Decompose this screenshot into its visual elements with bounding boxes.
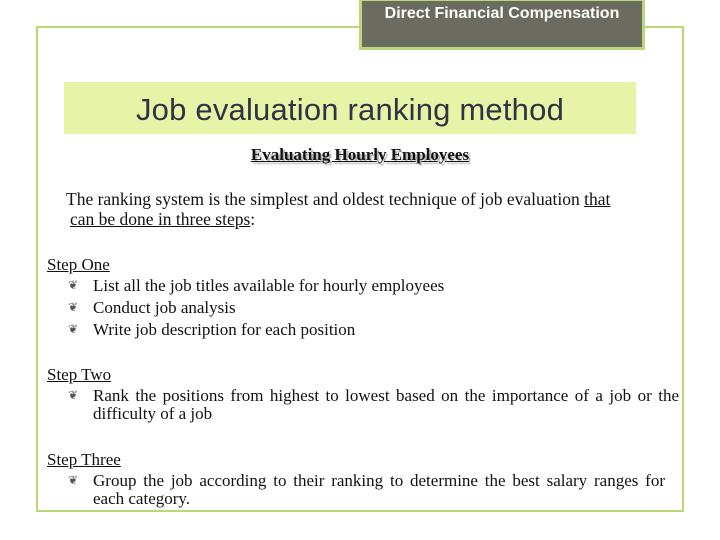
leaf-bullet-icon: ❦ (68, 388, 79, 402)
bullet-text: List all the job titles available for hourly employees (93, 276, 445, 295)
leaf-bullet-icon: ❦ (68, 278, 79, 292)
bullet-text: Write job description for each position (93, 320, 356, 339)
step-three (47, 450, 687, 510)
header-tab-label: Direct Financial Compensation (362, 1, 642, 47)
step-bullet-list (47, 275, 687, 341)
step-one (47, 255, 687, 341)
intro-text-2: : (250, 209, 256, 229)
intro-text-1: The ranking system is the simplest and oldest technique of job evaluation (66, 189, 585, 209)
intro-text-underlined-1: that (584, 189, 611, 209)
bullet-text: Rank the positions from highest to lowest based on the importance of a job or the difficulty of a job (93, 386, 679, 423)
step-heading: Step One (47, 255, 110, 274)
list-item (47, 319, 687, 341)
list-item (47, 275, 687, 297)
step-two (47, 365, 687, 425)
list-item (47, 385, 679, 425)
intro-text-underlined-2: can be done in three steps (70, 209, 251, 229)
list-item (47, 297, 687, 319)
leaf-bullet-icon: ❦ (68, 300, 79, 314)
step-heading: Step Two (47, 365, 112, 384)
intro-paragraph (66, 189, 666, 229)
bullet-text: Group the job according to their ranking to determine the best salary ranges for each category. (93, 471, 665, 508)
step-bullet-list (47, 470, 687, 510)
bullet-text: Conduct job analysis (93, 298, 236, 317)
step-bullet-list (47, 385, 687, 425)
header-tab (359, 0, 645, 50)
list-item (47, 470, 665, 510)
leaf-bullet-icon: ❦ (68, 473, 79, 487)
step-heading: Step Three (47, 450, 121, 469)
slide-subtitle: Evaluating Hourly Employees (250, 145, 470, 164)
leaf-bullet-icon: ❦ (68, 322, 79, 336)
title-band (64, 82, 636, 134)
slide-title: Job evaluation ranking method (135, 92, 565, 127)
